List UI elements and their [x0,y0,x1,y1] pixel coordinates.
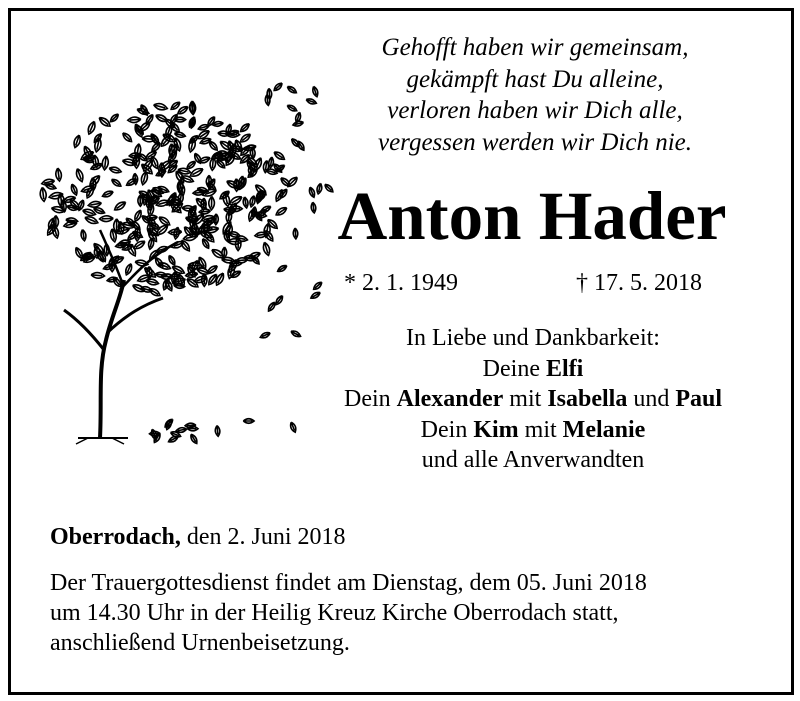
place-date [50,522,346,552]
birth-date: * 2. 1. 1949 [344,270,458,296]
mourner-name: Paul [675,386,723,412]
mourners-line [300,415,766,446]
mourners-intro: In Liebe und Dankbarkeit: [406,325,660,351]
text: und [633,386,670,412]
mourners-block [300,323,766,476]
mourner-name: Melanie [562,416,646,443]
mourner-name: Alexander [396,386,504,412]
mourners-closing: und alle Anverwandten [421,447,645,473]
poem-line: vergessen werden wir Dich nie. [377,128,693,156]
place-name: Oberrodach, [50,524,181,550]
service-info [50,568,647,658]
deceased-name: Anton Hader [337,178,727,254]
poem-line: gekämpft hast Du alleine, [406,65,664,93]
service-line: Der Trauergottesdienst findet am Dienstag, dem 05. Juni 2018 [50,570,647,596]
text: Dein [420,416,468,443]
poem-line: verloren haben wir Dich alle, [387,97,683,124]
text: Dein [343,386,391,412]
mourners-line [300,354,766,385]
mourner-name: Elfi [545,355,584,382]
poem-line: Gehofft haben wir gemeinsam, [381,34,689,61]
mourner-name: Isabella [547,386,628,412]
mourners-line [300,384,766,415]
text: Deine [482,355,540,382]
death-date: † 17. 5. 2018 [576,270,702,296]
mourner-name: Kim [473,416,519,443]
poem [330,32,740,158]
date-text: den 2. Juni 2018 [186,524,346,550]
text: mit [509,386,542,412]
service-line: um 14.30 Uhr in der Heilig Kreuz Kirche Oberrodach statt, [50,600,619,626]
text: mit [524,416,557,443]
service-line: anschließend Urnenbeisetzung. [50,630,350,656]
